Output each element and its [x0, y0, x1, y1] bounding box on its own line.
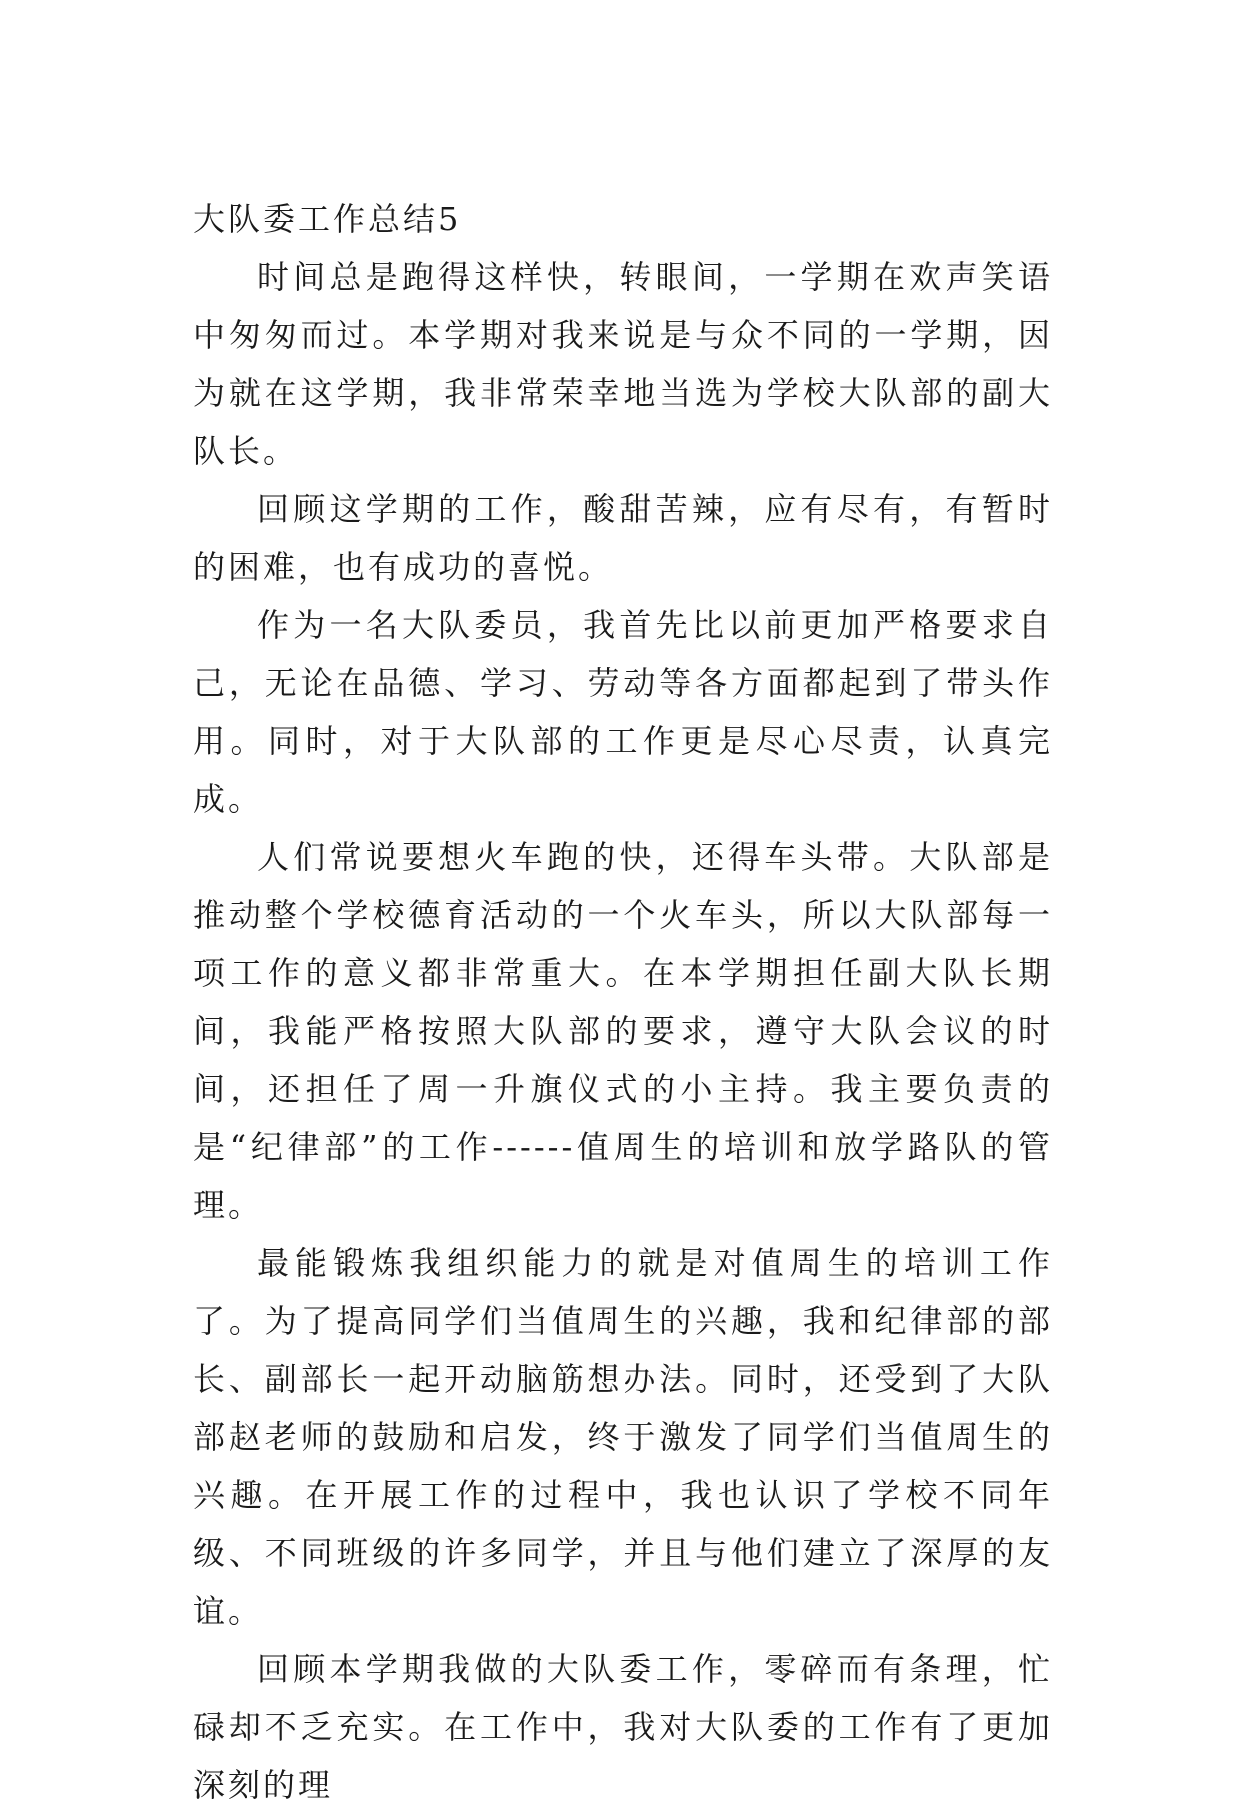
paragraph-4: 人们常说要想火车跑的快，还得车头带。大队部是推动整个学校德育活动的一个火车头，所以大队部每一项工作的意义都非常重大。在本学期担任副大队长期间，我能严格按照大队部的要求，遵守大队会议的时间，还担任了周一升旗仪式的小主持。我主要负责的是“纪律部”的工作------值周生的培训和放学路队的管理。 — [193, 838, 1053, 1224]
paragraph-3: 作为一名大队委员，我首先比以前更加严格要求自己，无论在品德、学习、劳动等各方面都起到了带头作用。同时，对于大队部的工作更是尽心尽责，认真完成。 — [193, 606, 1053, 818]
paragraph-1: 时间总是跑得这样快，转眼间，一学期在欢声笑语中匆匆而过。本学期对我来说是与众不同的一学期，因为就在这学期，我非常荣幸地当选为学校大队部的副大队长。 — [193, 258, 1053, 470]
paragraph-6: 回顾本学期我做的大队委工作，零碎而有条理，忙碌却不乏充实。在工作中，我对大队委的工作有了更加深刻的理 — [193, 1650, 1053, 1804]
paragraph-2: 回顾这学期的工作，酸甜苦辣，应有尽有，有暂时的困难，也有成功的喜悦。 — [193, 490, 1053, 586]
document-page — [193, 190, 1053, 1814]
document-title: 大队委工作总结5 — [193, 200, 462, 238]
paragraph-5: 最能锻炼我组织能力的就是对值周生的培训工作了。为了提高同学们当值周生的兴趣，我和纪律部的部长、副部长一起开动脑筋想办法。同时，还受到了大队部赵老师的鼓励和启发，终于激发了同学们当值周生的兴趣。在开展工作的过程中，我也认识了学校不同年级、不同班级的许多同学，并且与他们建立了深厚的友谊。 — [193, 1244, 1053, 1630]
